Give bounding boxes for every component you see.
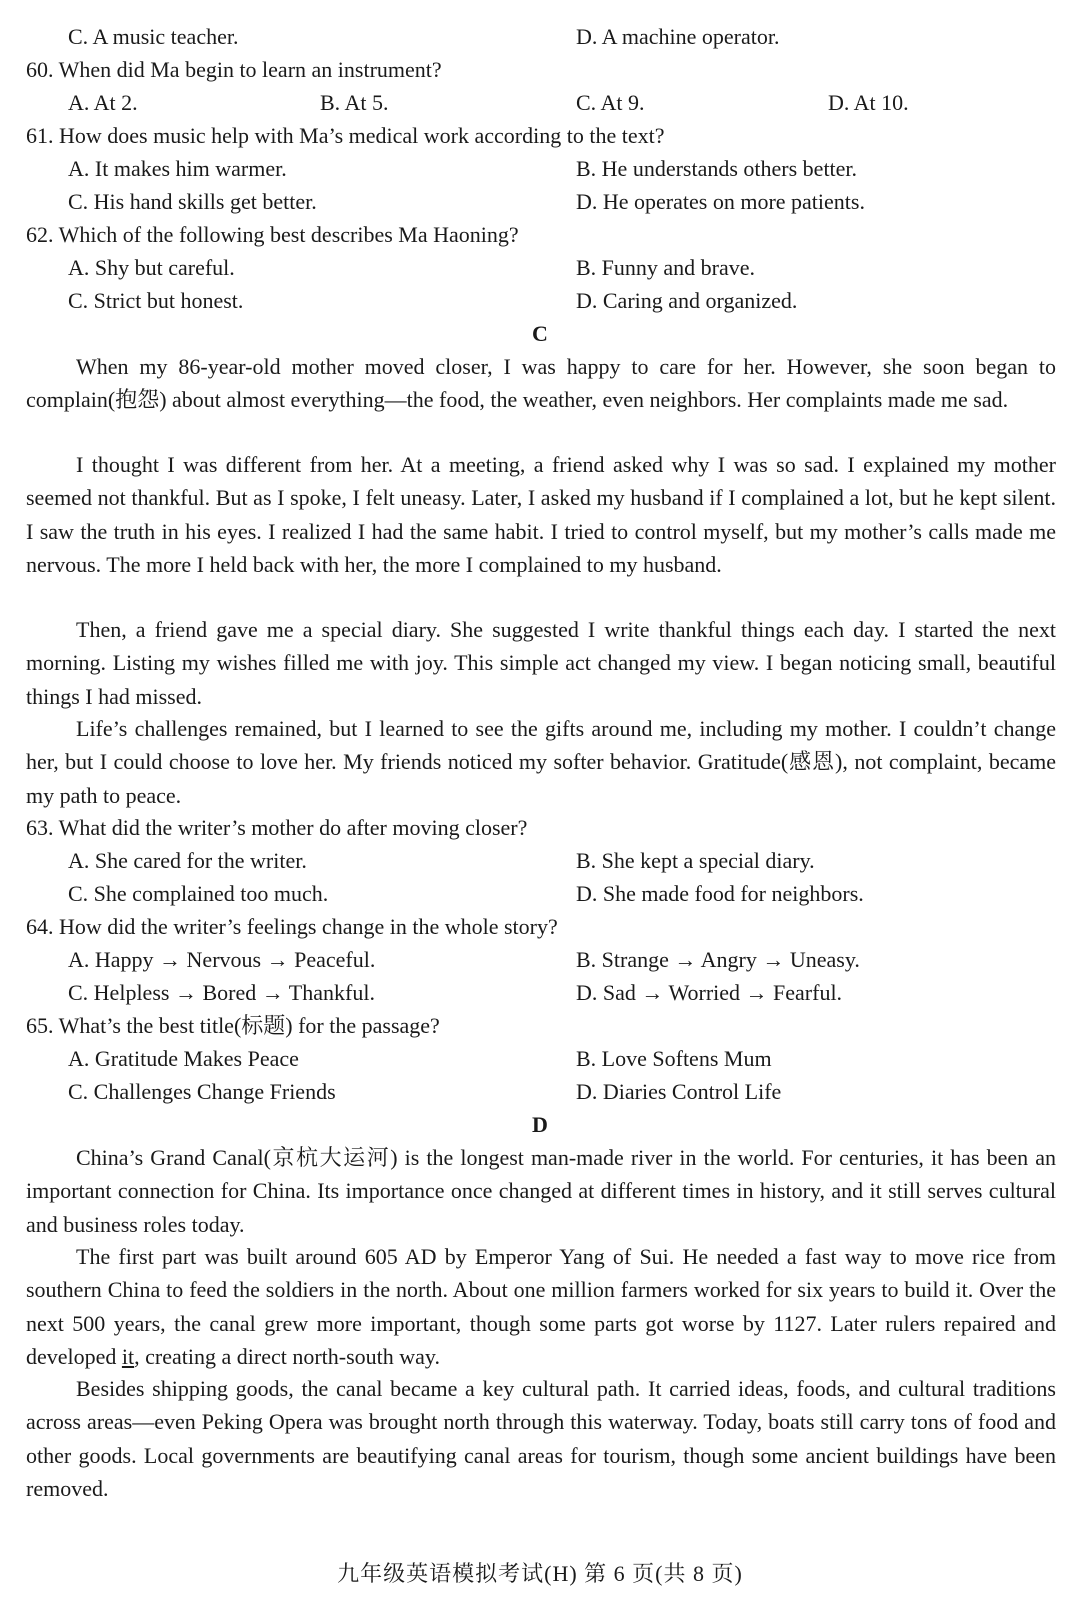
q64-stem: 64. How did the writer’s feelings change in the whole story? xyxy=(26,914,558,939)
q64-options-row-2 xyxy=(26,976,1054,1009)
section-d-paragraph-2 xyxy=(26,1240,1056,1374)
section-c-paragraph-1: When my 86-year-old mother moved closer, I was happy to care for her. However, she soon began to complain(抱怨) about almost everything—the food, the weather, even neighbors. Her complaints made me sad. xyxy=(26,354,1056,413)
q61-option-b: B. He understands others better. xyxy=(576,156,858,181)
q61-option-a: A. It makes him warmer. xyxy=(68,156,287,181)
q63-stem: 63. What did the writer’s mother do after moving closer? xyxy=(26,815,528,840)
q63-option-a: A. She cared for the writer. xyxy=(68,848,307,873)
section-c-paragraph-3: Then, a friend gave me a special diary. She suggested I write thankful things each day. I started the next morning. Listing my wishes filled me with joy. This simple act changed my view. I began noticing small, beautiful things I had missed. xyxy=(26,617,1056,709)
q61-stem: 61. How does music help with Ma’s medical work according to the text? xyxy=(26,123,665,148)
q60-option-d: D. At 10. xyxy=(828,90,909,115)
section-c-paragraph-2: I thought I was different from her. At a meeting, a friend asked why I was so sad. I explained my mother seemed not thankful. But as I spoke, I felt uneasy. Later, I asked my husband if I complained a lot, but he kept silent. I saw the truth in his eyes. I realized I had the same habit. I tried to control myself, but my mother’s calls made me nervous. The more I held back with her, the more I complained to my husband. xyxy=(26,452,1056,578)
q59-option-c: C. A music teacher. xyxy=(68,24,239,49)
q60-stem: 60. When did Ma begin to learn an instrument? xyxy=(26,57,442,82)
q61-option-d: D. He operates on more patients. xyxy=(576,189,865,214)
q63-option-d: D. She made food for neighbors. xyxy=(576,881,864,906)
q65-options-row-1 xyxy=(26,1042,1054,1075)
q60-option-b: B. At 5. xyxy=(320,90,389,115)
q64-option-a: A. Happy → Nervous → Peaceful. xyxy=(68,947,376,972)
q62-stem: 62. Which of the following best describes Ma Haoning? xyxy=(26,222,519,247)
section-d-paragraph-2-end: , creating a direct north-south way. xyxy=(134,1344,440,1370)
q65-stem: 65. What’s the best title(标题) for the passage? xyxy=(26,1013,440,1038)
q63-options-row-2 xyxy=(26,877,1054,910)
q65-option-d: D. Diaries Control Life xyxy=(576,1079,782,1104)
q61-options-row-2 xyxy=(26,185,1054,218)
q62-options-row-1 xyxy=(26,251,1054,284)
q62-options-row-2 xyxy=(26,284,1054,317)
section-c-heading: C xyxy=(532,321,548,346)
q63-option-b: B. She kept a special diary. xyxy=(576,848,815,873)
underlined-word-it: it xyxy=(121,1344,135,1370)
q65-option-b: B. Love Softens Mum xyxy=(576,1046,772,1071)
section-d-heading: D xyxy=(532,1112,548,1137)
q62-option-d: D. Caring and organized. xyxy=(576,288,798,313)
q61-options-row-1 xyxy=(26,152,1054,185)
q59-option-d: D. A machine operator. xyxy=(576,24,780,49)
q60-option-c: C. At 9. xyxy=(576,90,645,115)
q61-option-c: C. His hand skills get better. xyxy=(68,189,317,214)
q63-options-row-1 xyxy=(26,844,1054,877)
q64-option-b: B. Strange → Angry → Uneasy. xyxy=(576,947,860,972)
q64-option-c: C. Helpless → Bored → Thankful. xyxy=(68,980,375,1005)
section-d-paragraph-1: China’s Grand Canal(京杭大运河) is the longest man-made river in the world. For centuries, it has been an important connection for China. Its importance once changed at different times in history, and it still serves cultural and business roles today. xyxy=(26,1145,1056,1237)
q64-options-row-1 xyxy=(26,943,1054,976)
page-footer: 九年级英语模拟考试(H) 第 6 页(共 8 页) xyxy=(337,1561,743,1586)
q65-options-row-2 xyxy=(26,1075,1054,1108)
q63-option-c: C. She complained too much. xyxy=(68,881,329,906)
q59-options-row xyxy=(26,20,1054,53)
section-d-paragraph-2-start: The first part was built around 605 AD by Emperor Yang of Sui. He needed a fast way to move rice from southern China to feed the soldiers in the north. About one million farmers worked for six years to build it. Over the next 500 years, the canal grew more important, though some parts got worse by 1127. Later rulers repaired and developed xyxy=(26,1244,1056,1370)
q65-option-a: A. Gratitude Makes Peace xyxy=(68,1046,299,1071)
section-c-paragraph-4: Life’s challenges remained, but I learned to see the gifts around me, including my mother. I couldn’t change her, but I could choose to love her. My friends noticed my softer behavior. Gratitude(感恩), not complaint, became my path to peace. xyxy=(26,716,1056,808)
q62-option-b: B. Funny and brave. xyxy=(576,255,756,280)
q65-option-c: C. Challenges Change Friends xyxy=(68,1079,336,1104)
section-d-paragraph-3: Besides shipping goods, the canal became a key cultural path. It carried ideas, foods, and cultural traditions across areas—even Peking Opera was brought north through this waterway. Today, boats still carry tons of food and other goods. Local governments are beautifying canal areas for tourism, though some ancient buildings have been removed. xyxy=(26,1376,1056,1502)
q60-options-row xyxy=(26,86,1054,119)
q60-option-a: A. At 2. xyxy=(68,90,138,115)
q62-option-c: C. Strict but honest. xyxy=(68,288,244,313)
q62-option-a: A. Shy but careful. xyxy=(68,255,235,280)
q64-option-d: D. Sad → Worried → Fearful. xyxy=(576,980,843,1005)
